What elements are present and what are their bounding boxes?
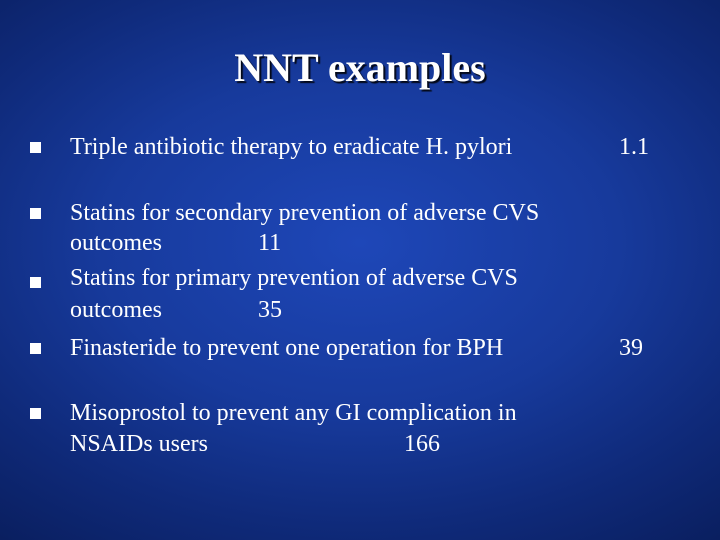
square-bullet-icon — [30, 277, 41, 288]
square-bullet-icon — [30, 142, 41, 153]
list-item-text: NSAIDs users — [70, 431, 208, 457]
list-item-text: Statins for secondary prevention of adverse CVS — [70, 200, 540, 226]
nnt-value: 166 — [404, 431, 440, 457]
list-item-text: outcomes — [70, 297, 162, 323]
slide-title: NNT examples — [234, 45, 486, 90]
nnt-value: 1.1 — [619, 134, 649, 160]
list-item-text: Finasteride to prevent one operation for BPH — [70, 335, 504, 361]
list-item-text: Statins for primary prevention of adverse CVS — [70, 265, 518, 291]
nnt-value: 35 — [258, 297, 282, 323]
square-bullet-icon — [30, 343, 41, 354]
list-item-text: Triple antibiotic therapy to eradicate H. pylori — [70, 134, 513, 160]
nnt-value: 11 — [258, 230, 282, 256]
square-bullet-icon — [30, 408, 41, 419]
list-item-text: Misoprostol to prevent any GI complication in — [70, 400, 517, 426]
square-bullet-icon — [30, 208, 41, 219]
list-item-text: outcomes — [70, 230, 162, 256]
nnt-value: 39 — [619, 335, 643, 361]
